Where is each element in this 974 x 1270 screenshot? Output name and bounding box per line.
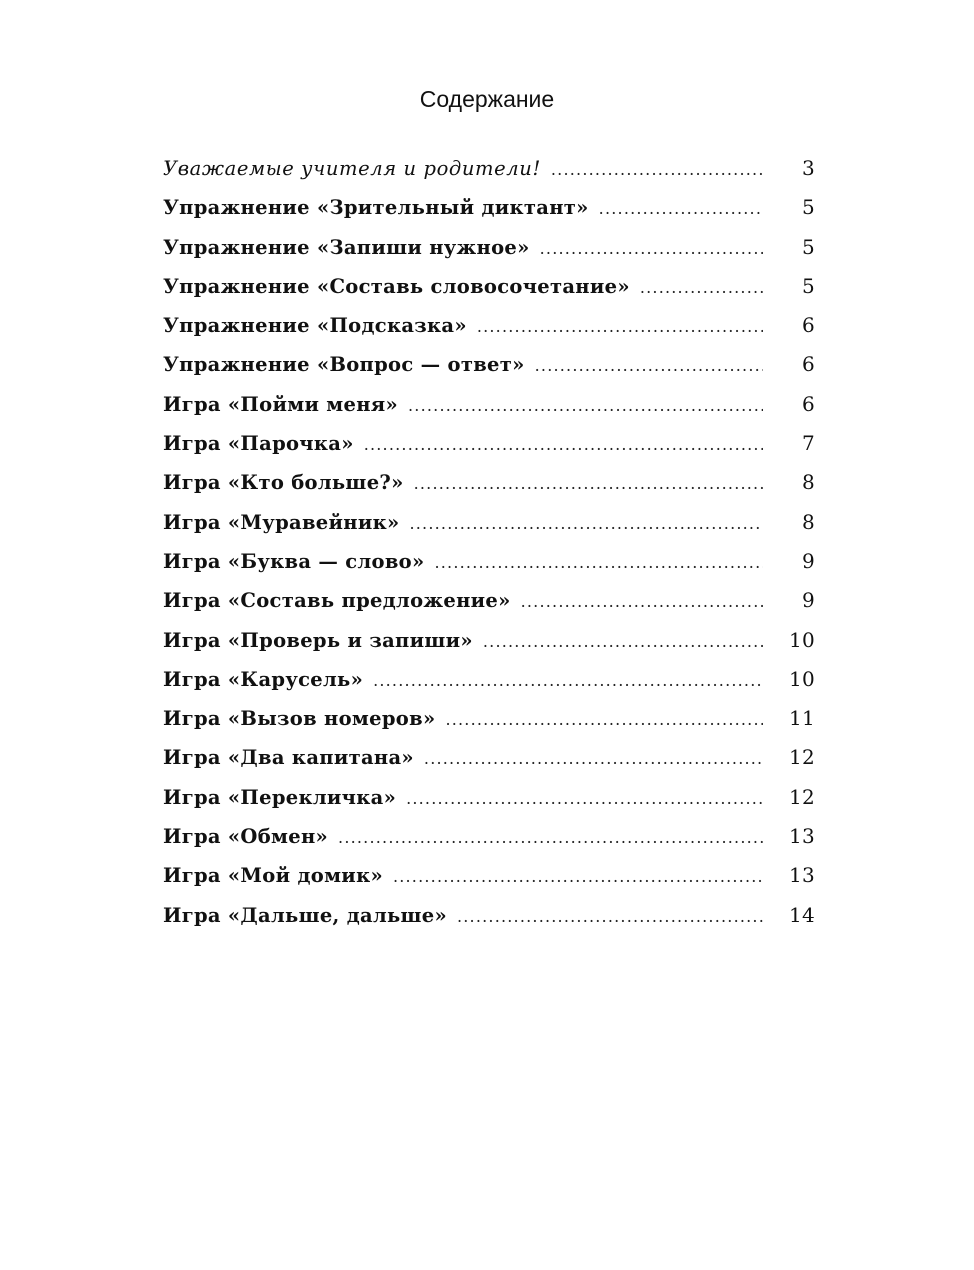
dot-leader: [457, 902, 763, 932]
toc-entry-label: Игра «Перекличка»: [163, 785, 397, 809]
toc-entry[interactable]: [163, 232, 815, 271]
toc-entry-label: Упражнение «Запиши нужное»: [163, 235, 530, 259]
dot-leader: [409, 509, 763, 539]
toc-entry-page: 10: [788, 627, 815, 652]
toc-entry-page: 12: [788, 745, 815, 770]
dot-leader: [364, 430, 763, 460]
toc-entry[interactable]: [163, 153, 815, 192]
toc-entry[interactable]: [163, 507, 815, 546]
toc-entry-page: 8: [801, 509, 815, 534]
toc-entry-page: 13: [788, 863, 815, 888]
toc-entry[interactable]: [163, 271, 815, 310]
toc-entry-page: 6: [801, 313, 815, 338]
toc-entry-page: 9: [801, 548, 815, 573]
toc-entry[interactable]: [163, 349, 815, 388]
toc-entry[interactable]: [163, 782, 815, 821]
toc-entry[interactable]: [163, 546, 815, 585]
toc-entry-page: 11: [788, 706, 815, 731]
page-title: Содержание: [419, 86, 555, 112]
toc-entry-label: Упражнение «Вопрос — ответ»: [163, 353, 525, 377]
toc-entry-label: Упражнение «Подсказка»: [163, 314, 467, 338]
toc-entry[interactable]: [163, 585, 815, 624]
toc-entry[interactable]: [163, 860, 815, 899]
dot-leader: [540, 234, 763, 264]
toc-entry[interactable]: [163, 389, 815, 428]
toc-entry-label: Игра «Пойми меня»: [163, 392, 399, 416]
toc-entry-page: 6: [801, 352, 815, 377]
dot-leader: [338, 823, 763, 853]
toc-entry-label: Игра «Вызов номеров»: [163, 707, 436, 731]
toc-entry[interactable]: [163, 742, 815, 781]
toc-entry-label: Игра «Карусель»: [163, 667, 364, 691]
dot-leader: [414, 469, 763, 499]
dot-leader: [640, 273, 763, 303]
toc-entry[interactable]: [163, 900, 815, 939]
toc-entry[interactable]: [163, 703, 815, 742]
toc-entry[interactable]: [163, 192, 815, 231]
toc-entry-page: 9: [801, 588, 815, 613]
toc-entry[interactable]: [163, 821, 815, 860]
dot-leader: [551, 155, 763, 185]
toc-entry-label: Игра «Обмен»: [163, 825, 329, 849]
dot-leader: [445, 705, 763, 735]
toc-entry-label: Игра «Мой домик»: [163, 864, 383, 888]
toc-entry-page: 13: [788, 824, 815, 849]
dot-leader: [408, 391, 763, 421]
dot-leader: [483, 627, 763, 657]
dot-leader: [434, 548, 763, 578]
toc-entry[interactable]: [163, 467, 815, 506]
dot-leader: [535, 351, 763, 381]
toc-entry-label: Игра «Муравейник»: [163, 510, 400, 534]
toc-entry-label: Упражнение «Зрительный диктант»: [163, 196, 589, 220]
toc-entry-label: Игра «Составь предложение»: [163, 589, 511, 613]
toc-entry-label: Игра «Парочка»: [163, 432, 354, 456]
toc-entry-label: Игра «Дальше, дальше»: [163, 903, 447, 927]
dot-leader: [599, 194, 763, 224]
toc-entry[interactable]: [163, 664, 815, 703]
toc-entry-page: 14: [788, 902, 815, 927]
toc-entry-page: 5: [801, 234, 815, 259]
toc-entry-label: Игра «Проверь и запиши»: [163, 628, 473, 652]
dot-leader: [477, 312, 763, 342]
toc-entry[interactable]: [163, 310, 815, 349]
toc-entry-page: 10: [788, 666, 815, 691]
toc-entry-label: Игра «Два капитана»: [163, 746, 414, 770]
toc-entry-page: 7: [801, 431, 815, 456]
toc-entry-page: 12: [788, 784, 815, 809]
toc-entry-label: Упражнение «Составь словосочетание»: [163, 274, 630, 298]
toc-entry-label: Игра «Кто больше?»: [163, 471, 404, 495]
toc-entry-page: 5: [801, 195, 815, 220]
toc-entry-label: Игра «Буква — слово»: [163, 549, 425, 573]
toc-entry[interactable]: [163, 428, 815, 467]
toc-entry-label: Уважаемые учителя и родители!: [163, 157, 541, 180]
toc-entry[interactable]: [163, 625, 815, 664]
dot-leader: [424, 744, 763, 774]
dot-leader: [521, 587, 763, 617]
toc-entry-page: 5: [801, 273, 815, 298]
toc-entry-page: 3: [801, 156, 815, 180]
dot-leader: [406, 784, 763, 814]
toc-entry-page: 8: [801, 470, 815, 495]
toc-entry-page: 6: [801, 391, 815, 416]
table-of-contents: [163, 153, 815, 939]
dot-leader: [373, 666, 763, 696]
dot-leader: [393, 862, 763, 892]
